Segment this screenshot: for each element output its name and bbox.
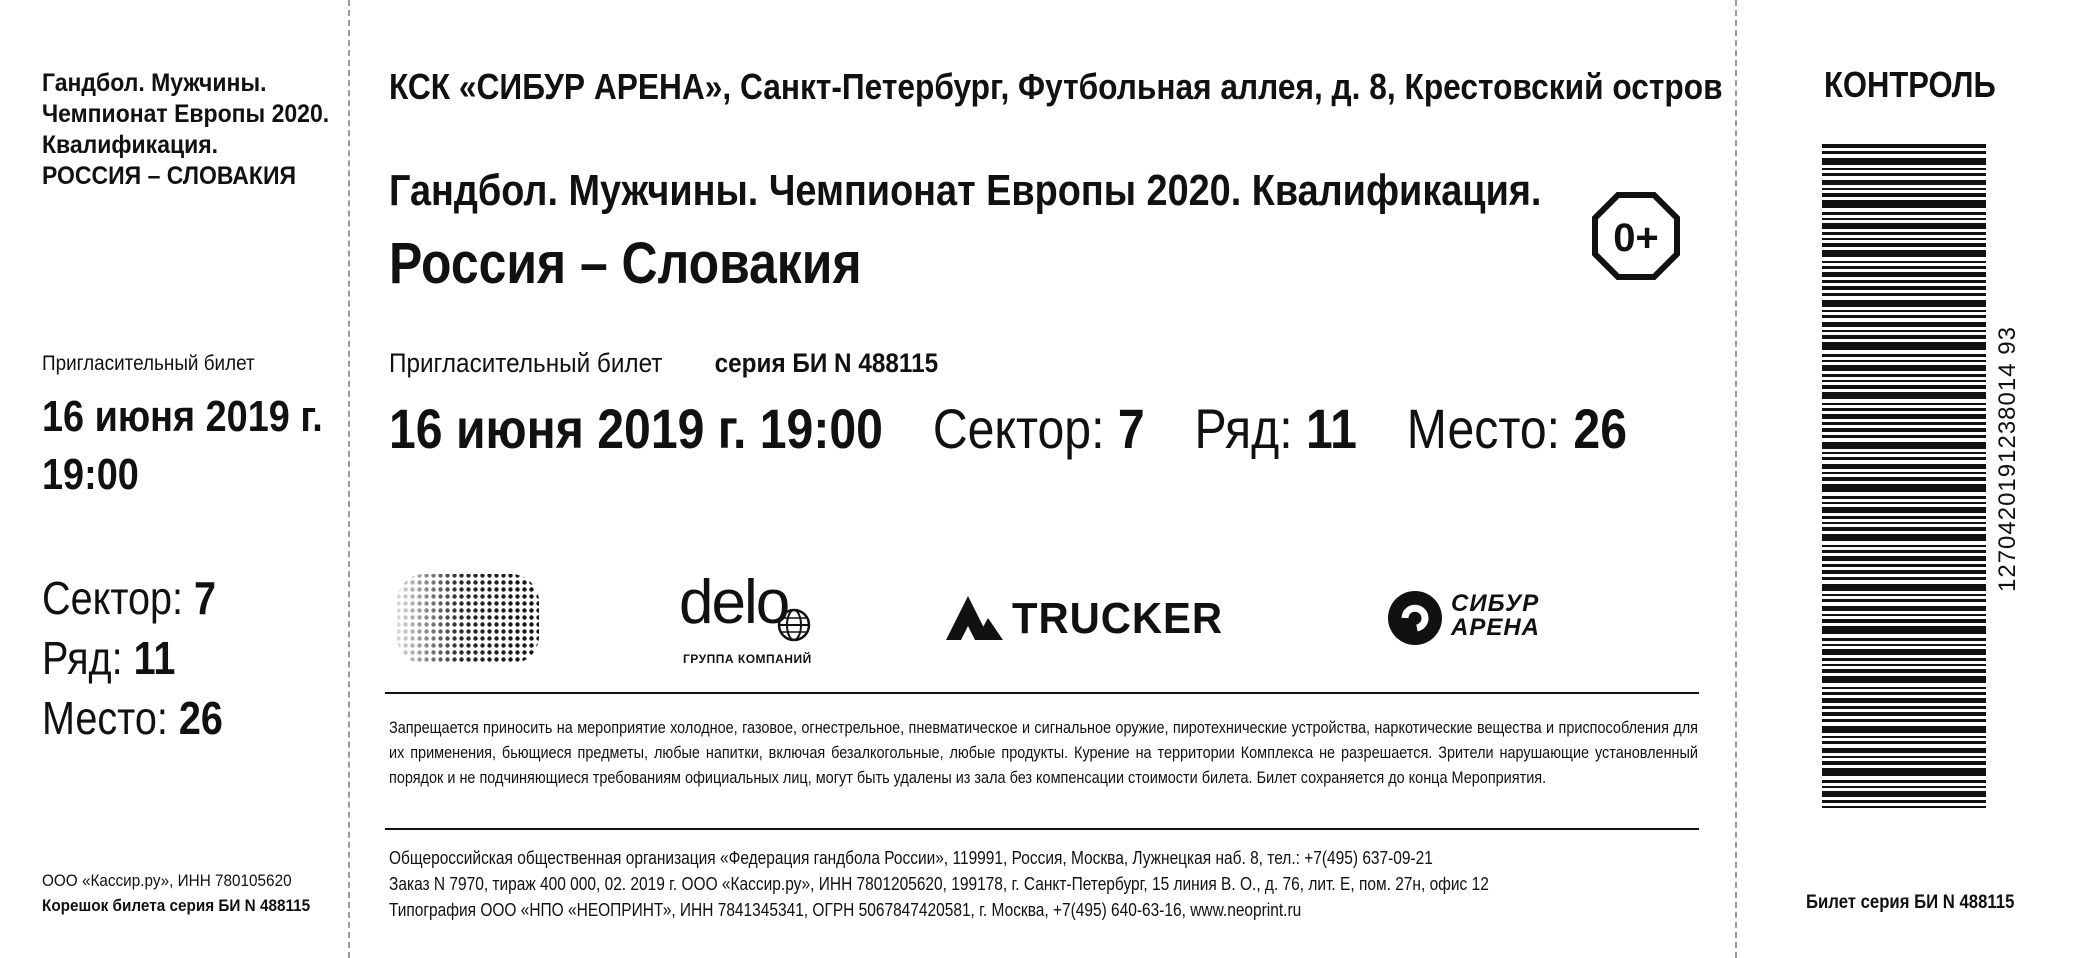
barcode-bar — [1822, 342, 1986, 350]
rules-notice: Запрещается приносить на мероприятие холодное, газовое, огнестрельное, пневматическое и сигнальное оружие, пиротехнические устройства, наркотические вещества и приспособления для их применения, бьющиеся предметы, любые напитки, включая безалкогольные, любые продукты. Курение на территории Комплекса не разрешается. Зрители нарушающие установленный порядок и не подчиняющиеся требованиям официальных лиц, могут быть удалены из зала без компенсации стоимости билета. Билет сохраняется до конца Мероприятия. — [389, 718, 1698, 787]
barcode-bar — [1822, 435, 1986, 438]
barcode-bar — [1822, 151, 1986, 154]
barcode-bar — [1822, 144, 1986, 148]
barcode-bar — [1822, 712, 1986, 716]
barcode-bar — [1822, 335, 1986, 339]
barcode-bar — [1822, 452, 1986, 454]
stub-title-line: Квалификация. — [42, 131, 219, 159]
barcode-bar — [1822, 422, 1986, 425]
barcode-bar — [1822, 687, 1986, 689]
barcode-bar — [1822, 280, 1986, 283]
barcode-bar — [1822, 516, 1986, 519]
barcode-bar — [1822, 477, 1986, 481]
barcode-bar — [1822, 380, 1986, 382]
stub-title-line: РОССИЯ – СЛОВАКИЯ — [42, 162, 297, 190]
barcode-bar — [1822, 300, 1986, 307]
event-datetime: 16 июня 2019 г. 19:00 — [389, 397, 883, 460]
barcode-bar — [1822, 360, 1986, 362]
barcode-bar — [1822, 550, 1986, 553]
barcode-bar — [1822, 266, 1986, 269]
barcode-bar — [1822, 218, 1986, 220]
stub-date-day: 16 июня 2019 г. — [42, 392, 323, 441]
sibur-arena-logo — [1387, 590, 1587, 650]
sector-value: 7 — [1117, 397, 1145, 460]
stub-seller: ООО «Кассир.ру», ИНН 780105620 — [42, 871, 292, 890]
stub-row: Ряд: 11 — [42, 632, 176, 684]
barcode-bar — [1822, 464, 1986, 469]
barcode-bar — [1822, 330, 1986, 332]
barcode-number-wrap — [1994, 326, 2024, 832]
barcode-bar — [1822, 556, 1986, 561]
barcode-bar — [1822, 272, 1986, 277]
barcode-bar — [1822, 786, 1986, 788]
barcode-bar — [1822, 577, 1986, 580]
organizer-line: Общероссийская общественная организация «Федерация гандбола России», 119991, Россия, Москва, Лужнецкая наб. 8, тел.: +7(495) 637-09-21 — [389, 848, 1433, 868]
stub-date — [42, 388, 323, 504]
trucker-logo — [946, 588, 1224, 648]
invite-label: Пригласительный билет — [389, 348, 663, 378]
sibur-emblem-icon — [1387, 590, 1443, 646]
barcode-bar — [1822, 726, 1986, 733]
stub-event-title — [42, 68, 354, 192]
barcode-bar — [1822, 408, 1986, 411]
barcode-bar — [1822, 594, 1986, 596]
barcode-bar — [1822, 806, 1986, 808]
sibur-wordmark — [1451, 592, 1540, 640]
barcode-bar — [1822, 442, 1986, 449]
stub-invite-label: Пригласительный билет — [42, 352, 255, 375]
sibur-wordmark-line1: СИБУР — [1451, 590, 1540, 617]
barcode-bar — [1822, 243, 1986, 247]
barcode-bar — [1822, 741, 1986, 744]
barcode-bar — [1822, 669, 1986, 673]
barcode-number: 1270420191238014 93 — [1994, 326, 2021, 592]
seat-line — [389, 396, 1627, 461]
order-line: Заказ N 7970, тираж 400 000, 02. 2019 г. ООО «Кассир.ру», ИНН 7801205620, 199178, г. Санкт-Петербург, 15 линия В. О., д. 76, лит. Е, пом. 27н, офис 12 — [389, 874, 1489, 894]
stub-seat-info — [42, 568, 223, 748]
barcode-bar — [1822, 719, 1986, 722]
barcode-bar — [1822, 502, 1986, 504]
control-title: КОНТРОЛЬ — [1824, 64, 1996, 105]
barcode-bar — [1822, 614, 1986, 616]
place-label: Место: — [1406, 397, 1561, 460]
barcode-bar — [1822, 692, 1986, 695]
stub-footer — [42, 868, 310, 918]
barcode-bar — [1822, 534, 1986, 541]
barcode-bar — [1822, 664, 1986, 666]
organizer-info — [389, 845, 1489, 923]
mountain-icon — [946, 592, 1004, 642]
barcode-bar — [1822, 736, 1986, 738]
barcode-bar — [1822, 322, 1986, 327]
venue-address: КСК «СИБУР АРЕНА», Санкт-Петербург, Футбольная аллея, д. 8, Крестовский остров — [389, 66, 1723, 107]
barcode-bar — [1822, 315, 1986, 318]
delo-wordmark: delo — [679, 568, 789, 637]
barcode-bar — [1822, 791, 1986, 797]
barcode-bar — [1822, 676, 1986, 683]
barcode-bar — [1822, 293, 1986, 296]
barcode-bar — [1822, 250, 1986, 257]
stub-place: Место: 26 — [42, 692, 223, 744]
delo-logo — [679, 568, 819, 668]
stub-title-line: Чемпионат Европы 2020. — [42, 100, 330, 128]
barcode-bar — [1822, 584, 1986, 591]
delo-subtitle: ГРУППА КОМПАНИЙ — [683, 652, 812, 666]
barcode-bar — [1822, 507, 1986, 513]
barcode-bar — [1822, 761, 1986, 765]
barcode-bar — [1822, 457, 1986, 460]
barcode-bar — [1822, 238, 1986, 240]
barcode-bar — [1822, 638, 1986, 641]
barcode-bar — [1822, 168, 1986, 170]
barcode-bar — [1822, 385, 1986, 389]
barcode-bar — [1822, 496, 1986, 499]
printer-line: Типография ООО «НПО «НЕОПРИНТ», ИНН 7841345341, ОГРН 5067847420581, г. Москва, +7(495) 640-63-16, www.neoprint.ru — [389, 900, 1302, 920]
age-rating-text: 0+ — [1613, 216, 1659, 260]
barcode-bar — [1822, 658, 1986, 661]
ticket-series: серия БИ N 488115 — [714, 348, 939, 378]
control-ticket-series: Билет серия БИ N 488115 — [1806, 892, 2015, 913]
ticket-stub — [0, 0, 348, 958]
barcode-bar — [1822, 223, 1986, 229]
barcode-bar — [1822, 200, 1986, 208]
barcode-bar — [1822, 173, 1986, 176]
stub-series: Корешок билета серия БИ N 488115 — [42, 896, 311, 915]
divider-bottom — [385, 828, 1699, 830]
barcode-bar — [1822, 564, 1986, 567]
sibur-wordmark-line2: АРЕНА — [1451, 614, 1541, 641]
barcode-bar — [1822, 261, 1986, 263]
barcode-bar — [1822, 392, 1986, 399]
barcode-bar — [1822, 286, 1986, 290]
barcode-bar — [1822, 354, 1986, 357]
barcode — [1822, 144, 1986, 814]
match-title: Россия – Словакия — [389, 231, 862, 296]
barcode-bar — [1822, 403, 1986, 405]
barcode-bar — [1822, 522, 1986, 524]
barcode-bar — [1822, 212, 1986, 215]
barcode-bar — [1822, 545, 1986, 547]
barcode-bar — [1822, 619, 1986, 623]
trucker-wordmark: TRUCKER — [1012, 594, 1224, 643]
divider-top — [385, 692, 1699, 694]
barcode-bar — [1822, 310, 1986, 312]
barcode-bar — [1822, 606, 1986, 611]
barcode-bar — [1822, 188, 1986, 190]
barcode-bar — [1822, 232, 1986, 235]
barcode-bar — [1822, 698, 1986, 703]
barcode-bar — [1822, 706, 1986, 709]
row-value: 11 — [1306, 397, 1357, 460]
event-title: Гандбол. Мужчины. Чемпионат Европы 2020. Квалификация. — [389, 166, 1542, 215]
barcode-bar — [1822, 800, 1986, 803]
barcode-bar — [1822, 649, 1986, 655]
barcode-bar — [1822, 780, 1986, 783]
barcode-bar — [1822, 428, 1986, 432]
barcode-bar — [1822, 193, 1986, 197]
barcode-bar — [1822, 570, 1986, 574]
control-coupon — [1736, 0, 2083, 958]
place-value: 26 — [1573, 397, 1627, 460]
barcode-bar — [1822, 599, 1986, 602]
barcode-bar — [1822, 484, 1986, 492]
sector-label: Сектор: — [932, 397, 1105, 460]
barcode-bar — [1822, 180, 1986, 185]
barcode-bar — [1822, 374, 1986, 377]
age-rating-badge — [1592, 192, 1680, 280]
halftone-logo — [395, 572, 541, 666]
barcode-bar — [1822, 365, 1986, 371]
barcode-bar — [1822, 768, 1986, 776]
stub-title-line: Гандбол. Мужчины. — [42, 69, 267, 97]
barcode-bar — [1822, 748, 1986, 753]
row-label: Ряд: — [1194, 397, 1293, 460]
barcode-bar — [1822, 756, 1986, 758]
barcode-bar — [1822, 414, 1986, 419]
barcode-bar — [1822, 158, 1986, 165]
ticket-main — [349, 0, 1735, 958]
globe-icon — [777, 608, 811, 642]
barcode-bar — [1822, 527, 1986, 531]
invite-line — [389, 348, 938, 379]
stub-sector: Сектор: 7 — [42, 572, 217, 624]
barcode-bar — [1822, 626, 1986, 634]
barcode-bar — [1822, 472, 1986, 474]
stub-date-time: 19:00 — [42, 450, 139, 499]
barcode-bar — [1822, 644, 1986, 646]
